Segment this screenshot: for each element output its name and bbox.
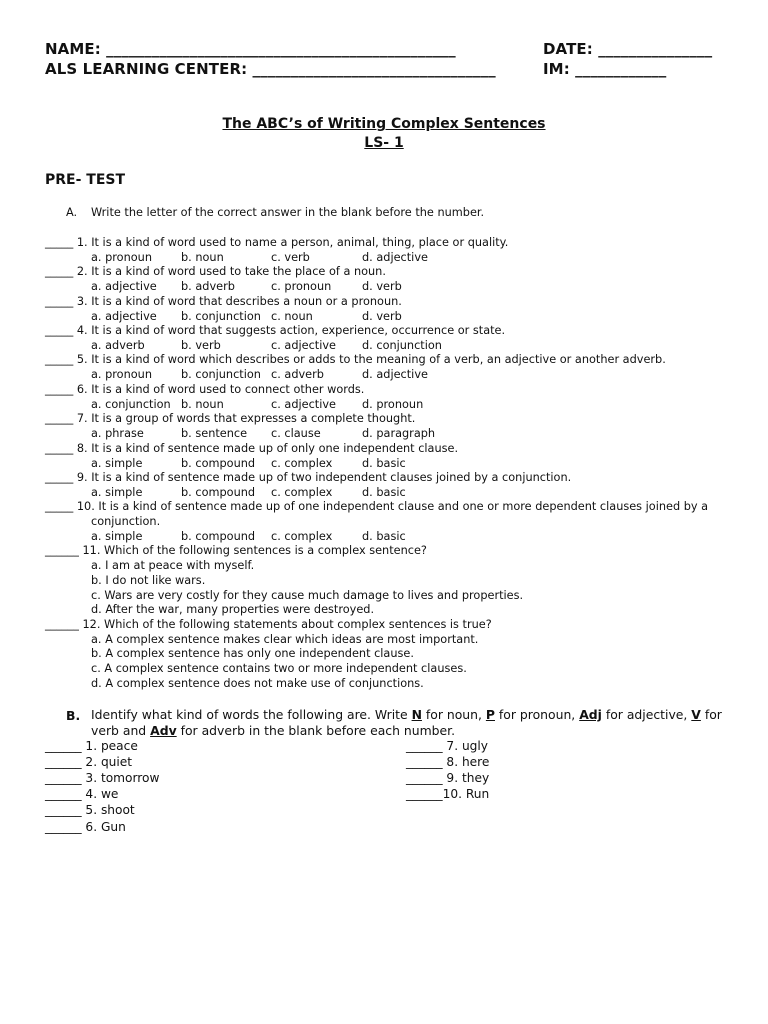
option: c. noun bbox=[271, 310, 313, 323]
question-4-options bbox=[91, 339, 442, 352]
option: a. adjective bbox=[91, 280, 157, 293]
option: a. adjective bbox=[91, 310, 157, 323]
question-3: _____ 3. It is a kind of word that describes a noun or a pronoun. bbox=[45, 295, 402, 308]
option: d. conjunction bbox=[362, 339, 442, 352]
option: c. complex bbox=[271, 486, 333, 499]
option: b. compound bbox=[181, 530, 256, 543]
key-noun: N bbox=[411, 707, 422, 722]
key-adverb: Adv bbox=[150, 722, 177, 738]
question-1-options bbox=[91, 251, 428, 264]
option: a. adverb bbox=[91, 339, 145, 352]
question-5: _____ 5. It is a kind of word which describes or adds to the meaning of a verb, an adjective or another adverb. bbox=[45, 353, 666, 366]
option: b. verb bbox=[181, 339, 221, 352]
question-10: _____ 10. It is a kind of sentence made up of one independent clause and one or more dependent clauses joined by a bbox=[45, 500, 709, 513]
option: d. verb bbox=[362, 310, 402, 323]
question-9: _____ 9. It is a kind of sentence made up of two independent clauses joined by a conjunction. bbox=[45, 471, 572, 484]
part-b-item-8: ______ 8. here bbox=[406, 755, 490, 769]
part-b-item-4: ______ 4. we bbox=[45, 787, 119, 801]
instr-text: for adjective, bbox=[601, 707, 692, 722]
option: d. basic bbox=[362, 486, 406, 499]
part-b-letter: B. bbox=[66, 708, 81, 723]
option: b. noun bbox=[181, 251, 224, 264]
option: c. adjective bbox=[271, 398, 336, 411]
option: c. adverb bbox=[271, 368, 324, 381]
question-3-options bbox=[91, 310, 402, 323]
key-adjective: Adj bbox=[579, 707, 602, 722]
option: c. complex bbox=[271, 530, 333, 543]
question-8-options bbox=[91, 457, 406, 470]
question-1: _____ 1. It is a kind of word used to name a person, animal, thing, place or quality. bbox=[45, 236, 509, 249]
question-10-options bbox=[91, 530, 406, 543]
option: d. pronoun bbox=[362, 398, 424, 411]
option: b. adverb bbox=[181, 280, 235, 293]
page-title: The ABC’s of Writing Complex Sentences bbox=[222, 116, 546, 132]
option: a. pronoun bbox=[91, 368, 152, 381]
question-11-choice-c: c. Wars are very costly for they cause much damage to lives and properties. bbox=[91, 589, 524, 602]
option: a. phrase bbox=[91, 427, 144, 440]
question-11-choice-a: a. I am at peace with myself. bbox=[91, 559, 255, 572]
question-2-options bbox=[91, 280, 402, 293]
question-12-choice-c: c. A complex sentence contains two or more independent clauses. bbox=[91, 662, 467, 675]
option: d. verb bbox=[362, 280, 402, 293]
option: a. pronoun bbox=[91, 251, 152, 264]
option: d. basic bbox=[362, 530, 406, 543]
part-b-item-7: ______ 7. ugly bbox=[406, 739, 488, 753]
part-b-item-1: ______ 1. peace bbox=[45, 739, 138, 753]
option: c. complex bbox=[271, 457, 333, 470]
part-b-item-9: ______ 9. they bbox=[406, 771, 490, 785]
option: c. verb bbox=[271, 251, 310, 264]
center-field-label: ALS LEARNING CENTER: ________________________________ bbox=[45, 60, 496, 78]
instr-text: for pronoun, bbox=[494, 707, 580, 722]
question-11: ______ 11. Which of the following sentences is a complex sentence? bbox=[45, 544, 427, 557]
part-b-item-10: ______10. Run bbox=[406, 787, 490, 801]
question-9-options bbox=[91, 486, 406, 499]
instr-text: for noun, bbox=[421, 707, 486, 722]
option: b. noun bbox=[181, 398, 224, 411]
page-subtitle: LS- 1 bbox=[364, 135, 404, 151]
question-12-choice-d: d. A complex sentence does not make use of conjunctions. bbox=[91, 677, 424, 690]
option: d. basic bbox=[362, 457, 406, 470]
key-verb: V bbox=[691, 707, 701, 722]
question-11-choice-b: b. I do not like wars. bbox=[91, 574, 206, 587]
question-2: _____ 2. It is a kind of word used to take the place of a noun. bbox=[45, 265, 386, 278]
question-4: _____ 4. It is a kind of word that suggests action, experience, occurrence or state. bbox=[45, 324, 506, 337]
question-7: _____ 7. It is a group of words that expresses a complete thought. bbox=[45, 412, 416, 425]
option: c. clause bbox=[271, 427, 321, 440]
im-field-label: IM: ____________ bbox=[543, 60, 667, 78]
section-heading: PRE- TEST bbox=[45, 172, 126, 188]
instr-text: Identify what kind of words the following are. Write bbox=[91, 707, 412, 722]
part-b-item-6: ______ 6. Gun bbox=[45, 820, 126, 834]
option: d. paragraph bbox=[362, 427, 436, 440]
question-10-continuation: conjunction. bbox=[91, 515, 161, 528]
part-b-instruction bbox=[91, 707, 731, 738]
option: b. conjunction bbox=[181, 310, 261, 323]
option: c. adjective bbox=[271, 339, 336, 352]
option: a. simple bbox=[91, 530, 143, 543]
part-b-item-5: ______ 5. shoot bbox=[45, 803, 135, 817]
name-field-label: NAME: ______________________________________________ bbox=[45, 40, 456, 58]
instr-text: for verb and bbox=[91, 707, 722, 738]
option: b. sentence bbox=[181, 427, 248, 440]
option: a. simple bbox=[91, 457, 143, 470]
question-12-choice-b: b. A complex sentence has only one independent clause. bbox=[91, 647, 414, 660]
instr-text: for adverb in the blank before each number. bbox=[176, 722, 456, 738]
option: b. conjunction bbox=[181, 368, 261, 381]
option: d. adjective bbox=[362, 251, 428, 264]
question-5-options bbox=[91, 368, 428, 381]
option: d. adjective bbox=[362, 368, 428, 381]
option: a. simple bbox=[91, 486, 143, 499]
question-6-options bbox=[91, 398, 423, 411]
question-6: _____ 6. It is a kind of word used to connect other words. bbox=[45, 383, 365, 396]
question-11-choice-d: d. After the war, many properties were destroyed. bbox=[91, 603, 375, 616]
part-a-instruction: Write the letter of the correct answer in the blank before the number. bbox=[91, 206, 485, 219]
option: b. compound bbox=[181, 457, 256, 470]
part-b-item-3: ______ 3. tomorrow bbox=[45, 771, 160, 785]
option: a. conjunction bbox=[91, 398, 171, 411]
question-7-options bbox=[91, 427, 435, 440]
question-8: _____ 8. It is a kind of sentence made up of only one independent clause. bbox=[45, 442, 459, 455]
key-pronoun: P bbox=[485, 707, 495, 722]
date-field-label: DATE: _______________ bbox=[543, 40, 713, 58]
question-12: ______ 12. Which of the following statements about complex sentences is true? bbox=[45, 618, 492, 631]
part-b-item-2: ______ 2. quiet bbox=[45, 755, 133, 769]
question-12-choice-a: a. A complex sentence makes clear which ideas are most important. bbox=[91, 633, 479, 646]
part-a-letter: A. bbox=[66, 206, 78, 219]
option: c. pronoun bbox=[271, 280, 332, 293]
option: b. compound bbox=[181, 486, 256, 499]
